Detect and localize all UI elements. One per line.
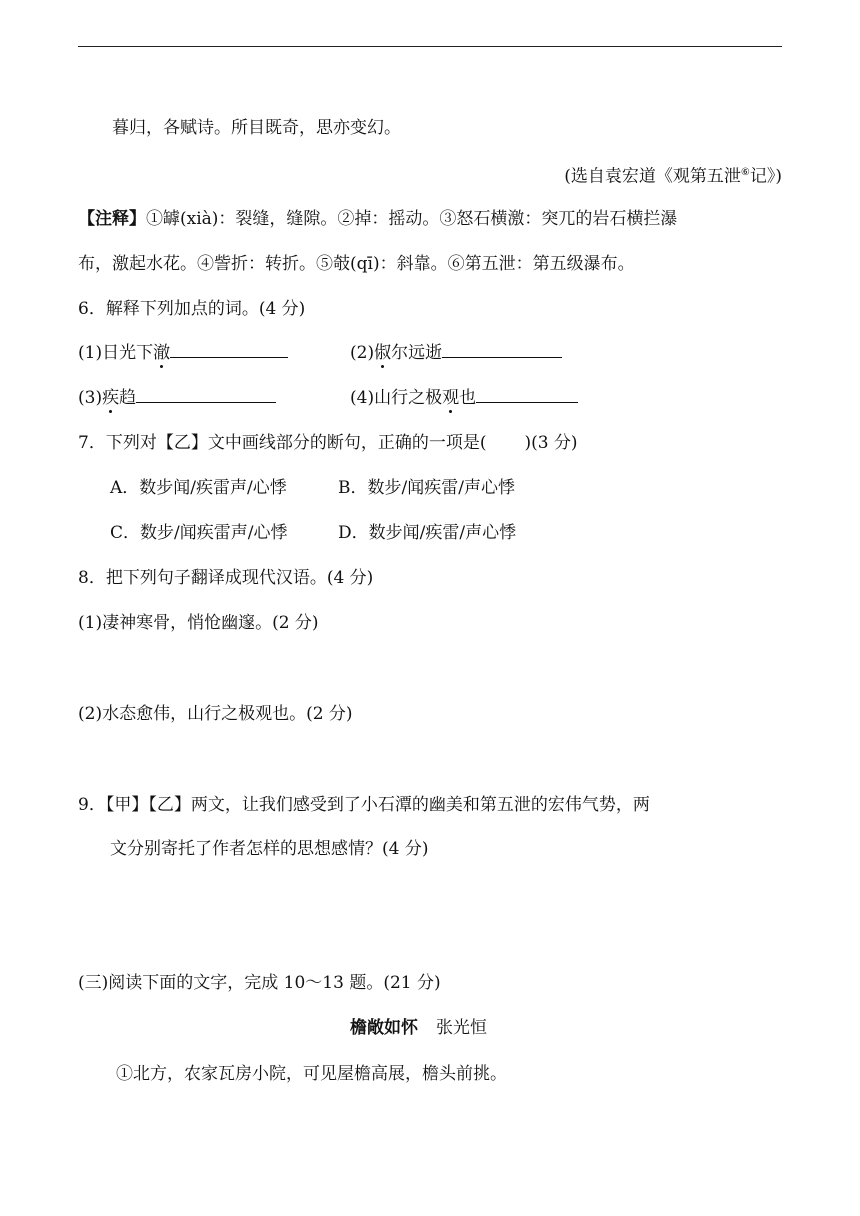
passage-end-line: 暮归，各赋诗。所目既奇，思亦变幻。: [112, 118, 401, 138]
q6-stem: 6．解释下列加点的词。(4 分): [78, 299, 306, 319]
q9-line-2: 文分别寄托了作者怎样的思想感情？(4 分): [110, 839, 429, 859]
q6-item-2-post: 尔远逝: [391, 343, 443, 363]
q6-item-4: [350, 386, 578, 409]
article-title: 檐敞如怀: [350, 1018, 418, 1038]
q6-item-3-dotted-word: 疾: [102, 388, 120, 408]
q7-stem-post: )(3 分): [524, 433, 578, 453]
notes-line-2: 布，激起水花。④訾折：转折。⑤攲(qī)：斜靠。⑥第五泄：第五级瀑布。: [78, 254, 635, 274]
source-text: (选自袁宏道《观第五泄: [564, 166, 741, 187]
q6-item-1-pre: (1)日光下: [78, 343, 154, 363]
article-author: 张光恒: [436, 1018, 487, 1038]
q7-stem: [78, 432, 578, 454]
article-title-line: [350, 1017, 487, 1039]
q7-stem-pre: 7．下列对【乙】文中画线部分的断句，正确的一项是(: [78, 433, 487, 453]
q8-sentence-1: (1)凄神寒骨，悄怆幽邃。(2 分): [78, 613, 319, 633]
q8-stem: 8．把下列句子翻译成现代汉语。(4 分): [78, 568, 374, 588]
q6-item-2-answer-blank[interactable]: [442, 341, 562, 358]
notes-label: 【注释】: [78, 209, 146, 229]
q6-item-2-dotted-word: 俶: [374, 343, 392, 363]
source-footnote-mark: ⑥: [740, 167, 750, 178]
q6-item-2: [350, 341, 562, 364]
q6-item-4-dotted-word: 观: [442, 388, 460, 408]
q6-item-1-dotted-word: 澈: [153, 343, 171, 363]
notes-text-1: ①罅(xià)：裂缝，缝隙。②掉：摇动。③怒石横激：突兀的岩石横拦瀑: [146, 209, 678, 229]
q6-item-3: [78, 386, 276, 409]
q6-item-3-answer-blank[interactable]: [136, 386, 276, 403]
q6-item-1-answer-blank[interactable]: [170, 341, 288, 358]
q6-item-4-answer-blank[interactable]: [476, 386, 578, 403]
q6-item-3-pre: (3): [78, 388, 103, 408]
q6-item-4-pre: (4)山行之极: [350, 388, 443, 408]
article-paragraph-1: ①北方，农家瓦房小院，可见屋檐高展，檐头前挑。: [116, 1064, 507, 1084]
q6-item-3-post: 趋: [119, 388, 137, 408]
q7-option-b[interactable]: B．数步/闻疾雷/声心悸: [338, 478, 515, 498]
notes-line-1: [78, 208, 677, 230]
q8-sentence-2: (2)水态愈伟，山行之极观也。(2 分): [78, 704, 353, 724]
section3-heading: (三)阅读下面的文字，完成 10～13 题。(21 分): [78, 973, 441, 993]
q6-item-1: [78, 341, 288, 364]
q7-option-a[interactable]: A．数步闻/疾雷声/心悸: [110, 478, 287, 498]
q6-item-4-post: 也: [459, 388, 477, 408]
q7-option-c[interactable]: C．数步/闻疾雷声/心悸: [110, 523, 288, 543]
source-citation: [564, 162, 782, 188]
q6-item-2-pre: (2): [350, 343, 375, 363]
source-text-end: 记》): [749, 166, 782, 187]
q9-line-1: 9．【甲】【乙】两文，让我们感受到了小石潭的幽美和第五泄的宏伟气势，两: [78, 795, 650, 815]
header-rule: [78, 46, 782, 47]
q7-option-d[interactable]: D．数步闻/疾雷/声心悸: [338, 523, 517, 543]
